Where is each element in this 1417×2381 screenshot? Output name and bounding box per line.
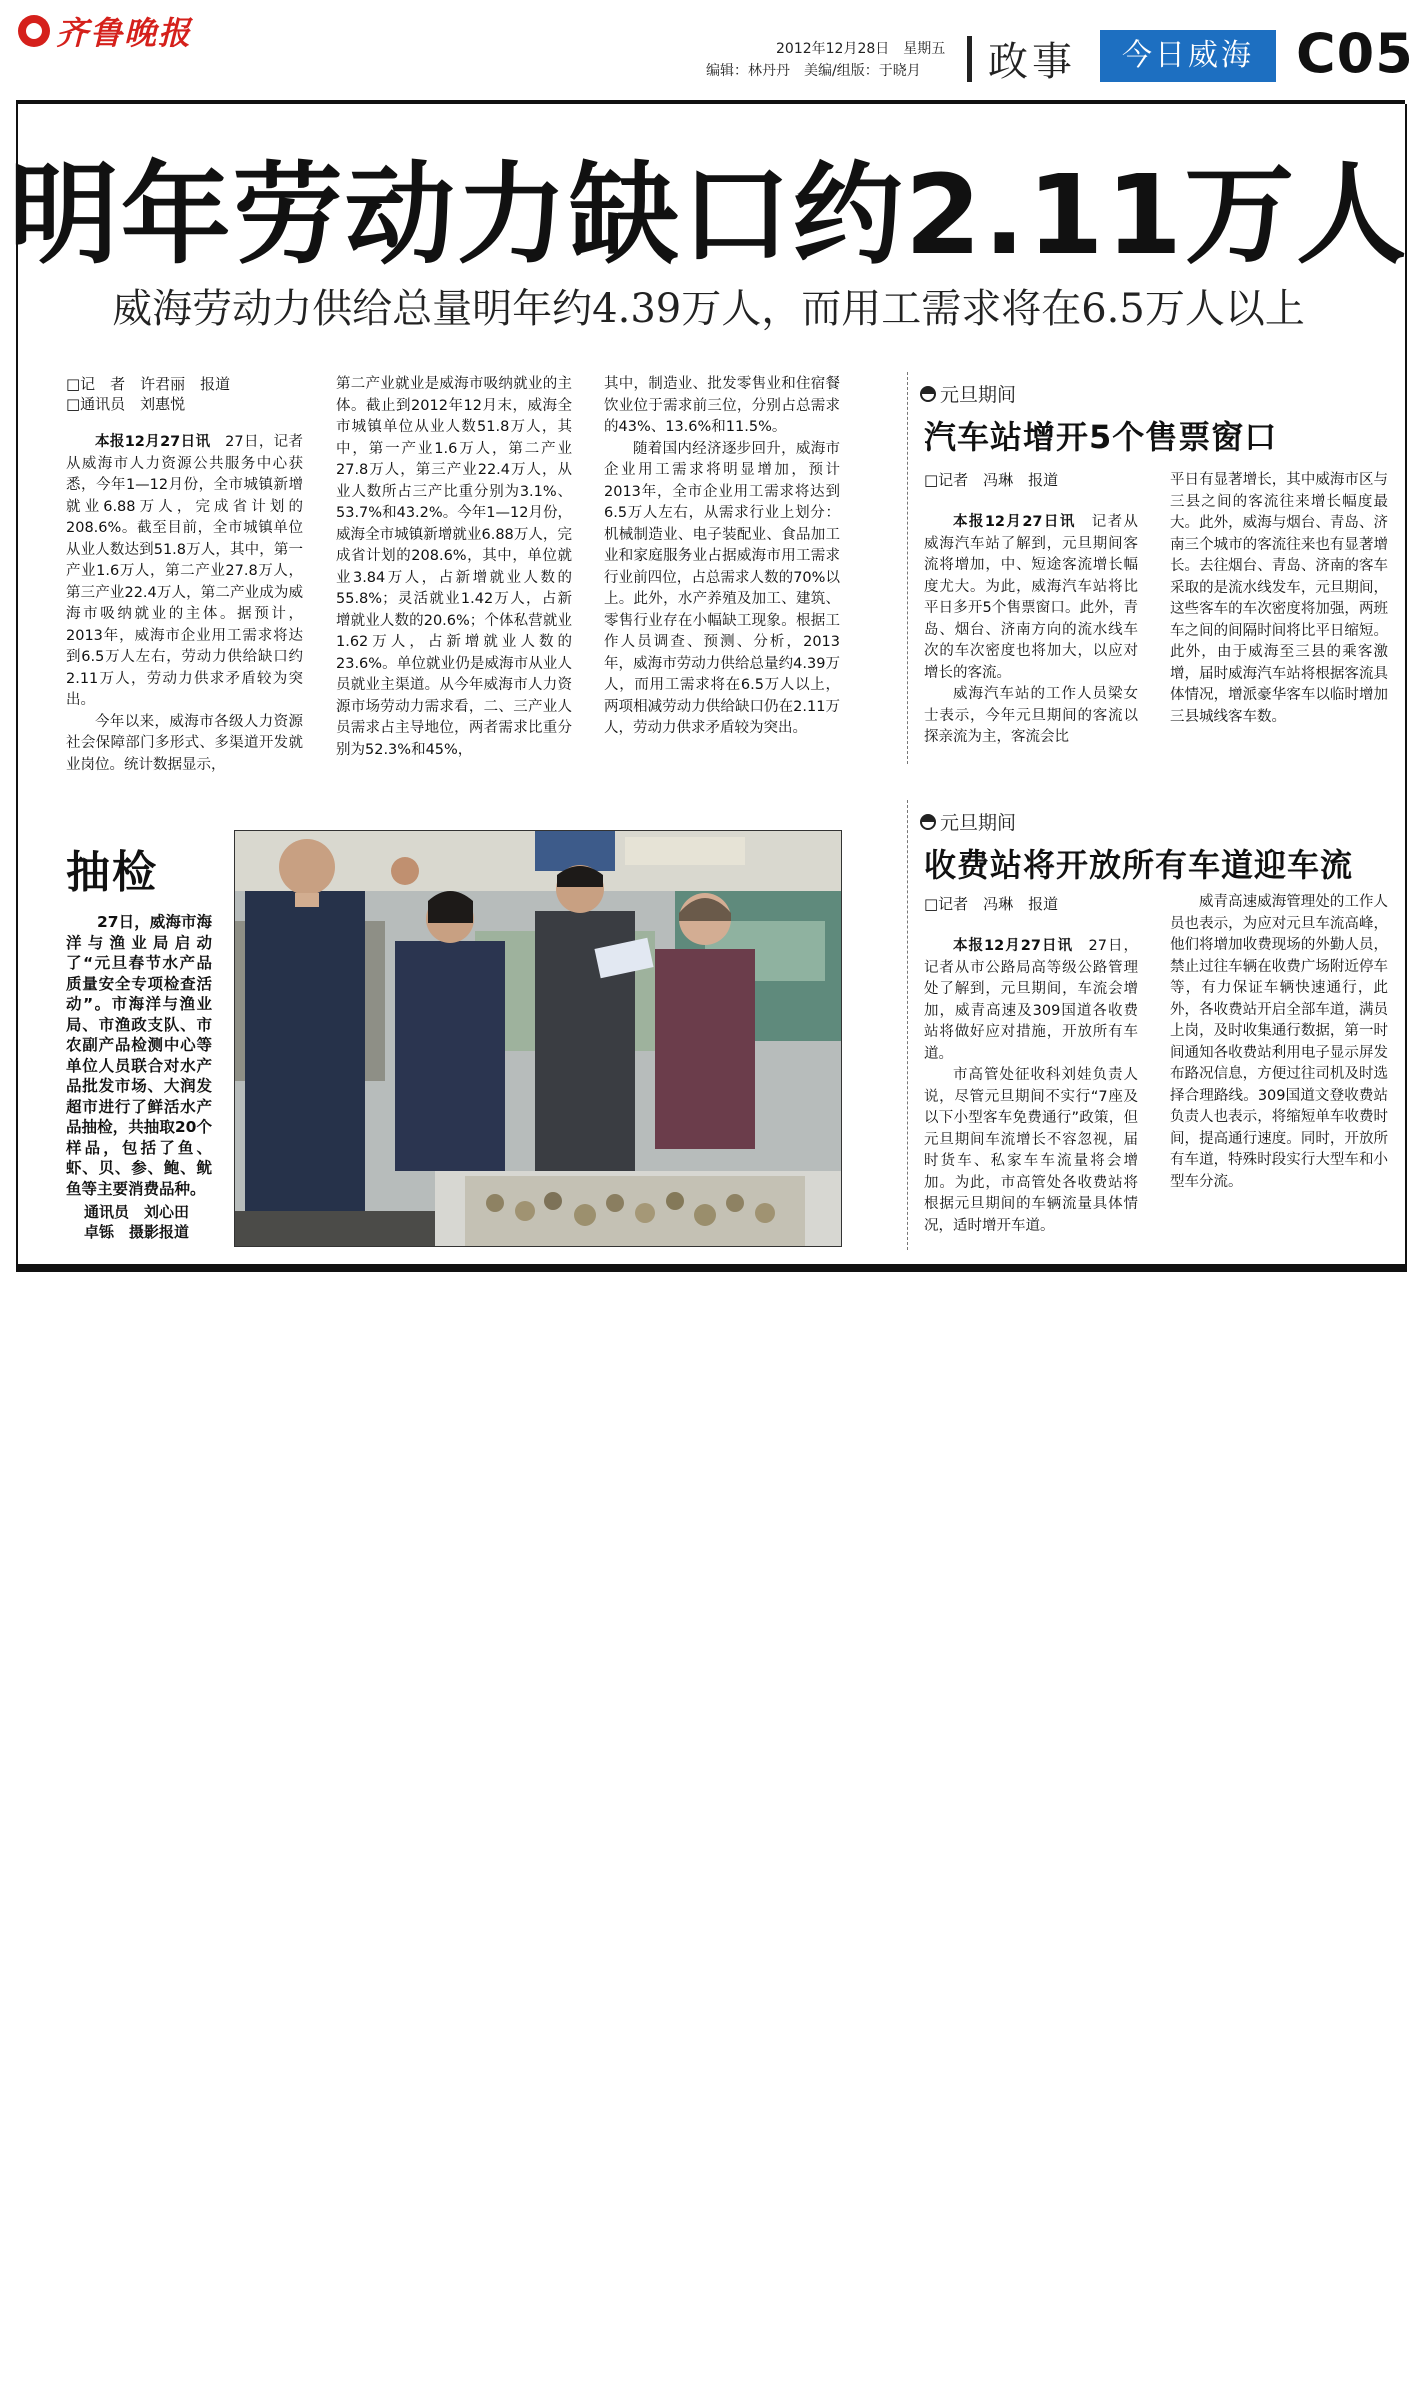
toll-paragraph: 市高管处征收科刘娃负责人说，尽管元旦期间不实行“7座及以下小型客车免费通行”政策，但元旦期间车流增长不容忽视，届时货车、私家车车流量将会增加。为此，市高管处各收费站将根据元旦期间的车辆流量具体情况，适时增开车道。 xyxy=(924,1067,1138,1234)
market-inspection-photo xyxy=(235,831,841,1246)
column-divider xyxy=(907,800,908,1250)
bottom-rule xyxy=(16,1264,1407,1272)
bus-kicker-text: 元旦期间 xyxy=(940,384,1017,406)
newspaper-logo xyxy=(18,8,192,54)
column-badge: 今日威海 xyxy=(1100,30,1276,82)
news-photo xyxy=(234,830,842,1247)
photo-credit-line: 卓铄 摄影报道 xyxy=(84,1223,190,1241)
bus-byline: □记者 冯琳 报道 xyxy=(924,471,1059,489)
kicker-icon xyxy=(920,386,936,402)
lead-headline: 明年劳动力缺口约2.11万人 xyxy=(8,151,1409,279)
bus-paragraph: 平日有显著增长，其中威海市区与三县之间的客流往来增长幅度最大。此外，威海与烟台、青岛、济南三个城市的客流往来也有显著增长。去往烟台、青岛、济南的客车采取的是流水线发车，元旦期间，这些客车的车次密度将加强，两班车之间的间隔时间将比平日缩短。此外，由于威海至三县的乘客激增，届时威海汽车站将根据客流具体情况，增派豪华客车以临时增加三县城线客车数。 xyxy=(1170,472,1388,725)
photo-credit-line: 通讯员 刘心田 xyxy=(84,1203,190,1221)
lead-byline xyxy=(66,374,230,414)
bus-headline: 汽车站增开5个售票窗口 xyxy=(924,418,1278,456)
lead-paragraph: 27日，记者从威海市人力资源公共服务中心获悉，今年1—12月份，全市城镇新增就业6.88万人，完成省计划的208.6%。截至目前，全市城镇单位从业人数达到51.8万人，其中，第一产业1.6万人，第二产业27.8万人，第三产业22.4万人，第二产业成为威海市吸纳就业的主体。据预计，2013年，威海市企业用工需求将达到6.5万人左右，劳动力供给缺口约2.11万人，劳动力供求矛盾较为突出。 xyxy=(66,434,304,708)
lead-subhead: 威海劳动力供给总量明年约4.39万人，而用工需求将在6.5万人以上 xyxy=(112,286,1305,332)
photo-caption xyxy=(66,912,212,1199)
bus-column-1 xyxy=(924,512,1138,749)
dateline: 本报12月27日讯 xyxy=(953,514,1076,530)
editor-credits: 编辑：林丹丹 美编/组版：于晓月 xyxy=(706,63,921,79)
lead-byline-reporter: □记 者 许君丽 报道 xyxy=(66,375,231,393)
photo-story-title: 抽检 xyxy=(66,847,158,898)
dateline: 本报12月27日讯 xyxy=(953,938,1073,954)
toll-column-2 xyxy=(1170,892,1388,1193)
toll-paragraph: 威青高速威海管理处的工作人员也表示，为应对元旦车流高峰，他们将增加收费现场的外勤人员，禁止过往车辆在收费广场附近停车等，有力保证车辆快速通行，此外，各收费站开启全部车道，满员上岗，及时收集通行数据，第一时间通知各收费站利用电子显示屏发布路况信息，方便过往司机及时选择合理路线。309国道文登收费站负责人也表示，将缩短单车收费时间，提高通行速度。同时，开放所有车道，特殊时段实行大型车和小型车分流。 xyxy=(1170,894,1388,1190)
logo-icon xyxy=(18,15,50,47)
kicker-icon xyxy=(920,814,936,830)
toll-kicker-text: 元旦期间 xyxy=(940,812,1017,834)
logo-text: 齐鲁晚报 xyxy=(56,14,193,52)
lead-paragraph: 其中，制造业、批发零售业和住宿餐饮业位于需求前三位，分别占总需求的43%、13.6%和11.5%。 xyxy=(604,376,840,435)
lead-paragraph: 今年以来，威海市各级人力资源社会保障部门多形式、多渠道开发就业岗位。统计数据显示， xyxy=(66,713,303,773)
section-name: 政事 xyxy=(988,39,1076,85)
photo-caption-text: 27日，威海市海洋与渔业局启动了“元旦春节水产品质量安全专项检查活动”。市海洋与渔业局、市渔政支队、市农副产品检测中心等单位人员联合对水产品批发市场、大润发超市进行了鲜活水产品抽检，共抽取20个样品，包括了鱼、虾、贝、参、鲍、鱿鱼等主要消费品种。 xyxy=(66,913,212,1198)
toll-headline: 收费站将开放所有车道迎车流 xyxy=(924,846,1354,884)
lead-column-1 xyxy=(66,432,303,776)
dateline: 本报12月27日讯 xyxy=(95,434,211,450)
header-divider xyxy=(967,36,972,82)
toll-kicker xyxy=(920,808,1016,835)
toll-byline: □记者 冯琳 报道 xyxy=(924,895,1059,913)
toll-column-1 xyxy=(924,936,1138,1237)
lead-byline-correspondent: □通讯员 刘惠悦 xyxy=(66,395,186,413)
toll-paragraph: 27日，记者从市公路局高等级公路管理处了解到，元旦期间，车流会增加，威青高速及309国道各收费站将做好应对措施，开放所有车道。 xyxy=(924,938,1139,1062)
bus-column-2 xyxy=(1170,470,1388,728)
page-number: C05 xyxy=(1296,22,1414,85)
column-divider xyxy=(907,372,908,764)
bus-paragraph: 记者从威海汽车站了解到，元旦期间客流将增加，中、短途客流增长幅度尤大。为此，威海汽车站将比平日多开5个售票窗口。此外，青岛、烟台、济南方向的流水线车次的车次密度也将加大，以应对增长的客流。 xyxy=(924,514,1139,681)
bus-paragraph: 威海汽车站的工作人员梁女士表示，今年元旦期间的客流以探亲流为主，客流会比 xyxy=(924,686,1138,745)
lead-column-3 xyxy=(604,374,840,740)
photo-credit xyxy=(84,1202,189,1242)
lead-paragraph: 随着国内经济逐步回升，威海市企业用工需求将明显增加，预计2013年，全市企业用工需求将达到6.5万人左右，从需求行业上划分：机械制造业、电子装配业、食品加工业和家庭服务业占据威海市用工需求行业前四位，占总需求人数的70%以上。此外，水产养殖及加工、建筑、零售行业存在小幅缺工现象。根据工作人员调查、预测、分析，2013年，威海市劳动力供给总量约4.39万人，而用工需求将在6.5万人以上，两项相减劳动力供给缺口仍在2.11万人，劳动力供求矛盾较为突出。 xyxy=(604,440,840,736)
bus-kicker xyxy=(920,380,1016,407)
lead-column-2 xyxy=(336,374,572,761)
issue-date: 2012年12月28日 星期五 xyxy=(776,41,946,57)
lead-paragraph: 第二产业就业是威海市吸纳就业的主体。截止到2012年12月末，威海全市城镇单位从业人数51.8万人，其中，第一产业1.6万人，第二产业27.8万人，第三产业22.4万人，从业人数所占三产比重分别为3.1%、53.7%和43.2%。今年1—12月份，威海全市城镇新增就业6.88万人，完成省计划的208.6%，其中，单位就业3.84万人，占新增就业人数的55.8%；灵活就业1.42万人，占新增就业人数的20.6%；个体私营就业1.62万人，占新增就业人数的23.6%。单位就业仍是威海市从业人员就业主渠道。从今年威海市人力资源市场劳动力需求看，二、三产业人员需求占主导地位，两者需求比重分别为52.3%和45%， xyxy=(336,376,572,758)
